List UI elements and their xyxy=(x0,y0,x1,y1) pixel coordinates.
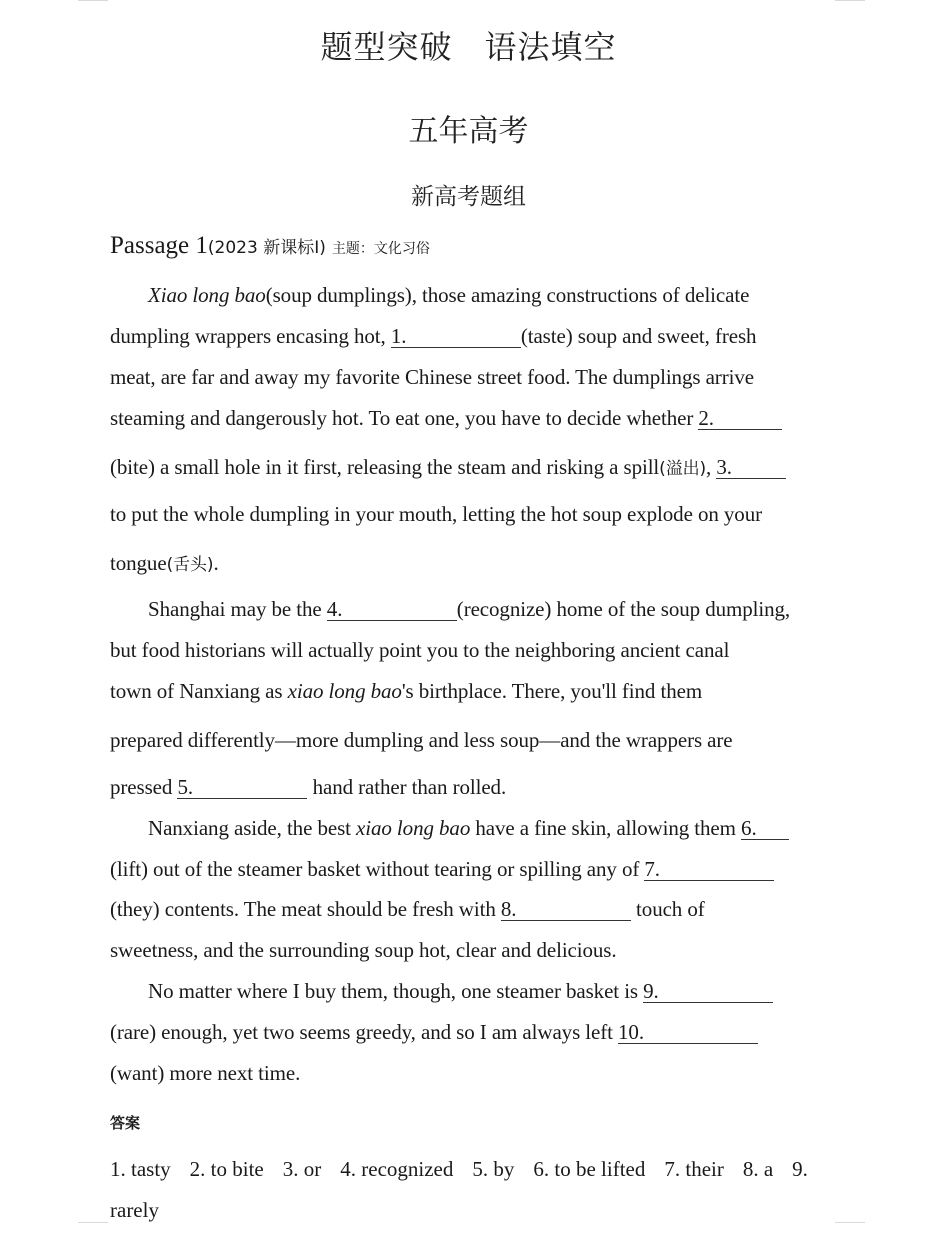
blank-5[interactable]: 5. xyxy=(177,776,307,799)
passage-line: No matter where I buy them, though, one steamer basket is 9. xyxy=(148,978,773,1004)
answer-list xyxy=(110,1156,840,1222)
answer-item: 8. a xyxy=(742,1157,774,1181)
passage-line: Xiao long bao(soup dumplings), those amazing constructions of delicate xyxy=(148,283,750,307)
answer-item: 6. to be lifted xyxy=(533,1157,646,1181)
blank-8[interactable]: 8. xyxy=(501,898,631,921)
blank-10[interactable]: 10. xyxy=(618,1021,758,1044)
passage-line: (lift) out of the steamer basket without tearing or spilling any of 7. xyxy=(110,856,774,882)
page-title xyxy=(0,22,937,68)
passage-line: to put the whole dumpling in your mouth, letting the hot soup explode on your xyxy=(110,502,762,526)
blank-4[interactable]: 4. xyxy=(327,598,457,621)
passage-line: but food historians will actually point you to the neighboring ancient canal xyxy=(110,638,730,662)
blank-3[interactable]: 3. xyxy=(716,456,786,479)
passage-line: (bite) a small hole in it first, releasing the steam and risking a spill(溢出), 3. xyxy=(110,454,786,482)
passage-line: town of Nanxiang as xiao long bao's birthplace. There, you'll find them xyxy=(110,679,703,703)
section-heading: 新高考题组 xyxy=(411,184,526,210)
passage-line: Nanxiang aside, the best xiao long bao have a fine skin, allowing them 6. xyxy=(148,815,789,841)
passage-line: pressed 5. hand rather than rolled. xyxy=(110,775,507,799)
passage-line: (rare) enough, yet two seems greedy, and so I am always left 10. xyxy=(110,1019,758,1045)
answer-item: 1. tasty xyxy=(110,1157,171,1181)
title-left: 题型突破 xyxy=(320,28,453,66)
passage-source: (2023 新课标Ⅰ) xyxy=(207,238,326,258)
answer-item: 5. by xyxy=(472,1157,515,1181)
passage-line: steaming and dangerously hot. To eat one, you have to decide whether 2. xyxy=(110,405,782,431)
answer-item: 9. xyxy=(792,1157,808,1181)
passage-title: Passage 1 xyxy=(110,232,208,259)
passage-line: sweetness, and the surrounding soup hot, clear and delicious. xyxy=(110,938,617,962)
passage-line: (want) more next time. xyxy=(110,1061,301,1085)
answer-item: 7. their xyxy=(664,1157,724,1181)
passage-line: prepared differently—more dumpling and less soup—and the wrappers are xyxy=(110,728,733,752)
subtitle: 五年高考 xyxy=(408,114,529,149)
passage-line: dumpling wrappers encasing hot, 1. (taste) soup and sweet, fresh xyxy=(110,324,757,348)
blank-9[interactable]: 9. xyxy=(643,980,773,1003)
passage-line: Shanghai may be the 4. (recognize) home of the soup dumpling, xyxy=(148,597,791,621)
passage-theme: 主题：文化习俗 xyxy=(331,241,430,257)
passage-line: tongue(舌头). xyxy=(110,551,219,575)
passage-heading xyxy=(110,232,430,260)
blank-6[interactable]: 6. xyxy=(741,817,789,840)
blank-2[interactable]: 2. xyxy=(698,407,782,430)
answer-item: rarely xyxy=(110,1198,159,1222)
answer-item: 4. recognized xyxy=(340,1157,454,1181)
passage-line: meat, are far and away my favorite Chinese street food. The dumplings arrive xyxy=(110,365,754,389)
answer-item: 2. to bite xyxy=(189,1157,264,1181)
blank-7[interactable]: 7. xyxy=(644,858,774,881)
passage-line: (they) contents. The meat should be fresh with 8. touch of xyxy=(110,897,705,921)
answer-item: 3. or xyxy=(282,1157,322,1181)
blank-1[interactable]: 1. xyxy=(391,325,521,348)
answer-heading: 答案 xyxy=(110,1114,141,1132)
title-right: 语法填空 xyxy=(484,28,617,66)
